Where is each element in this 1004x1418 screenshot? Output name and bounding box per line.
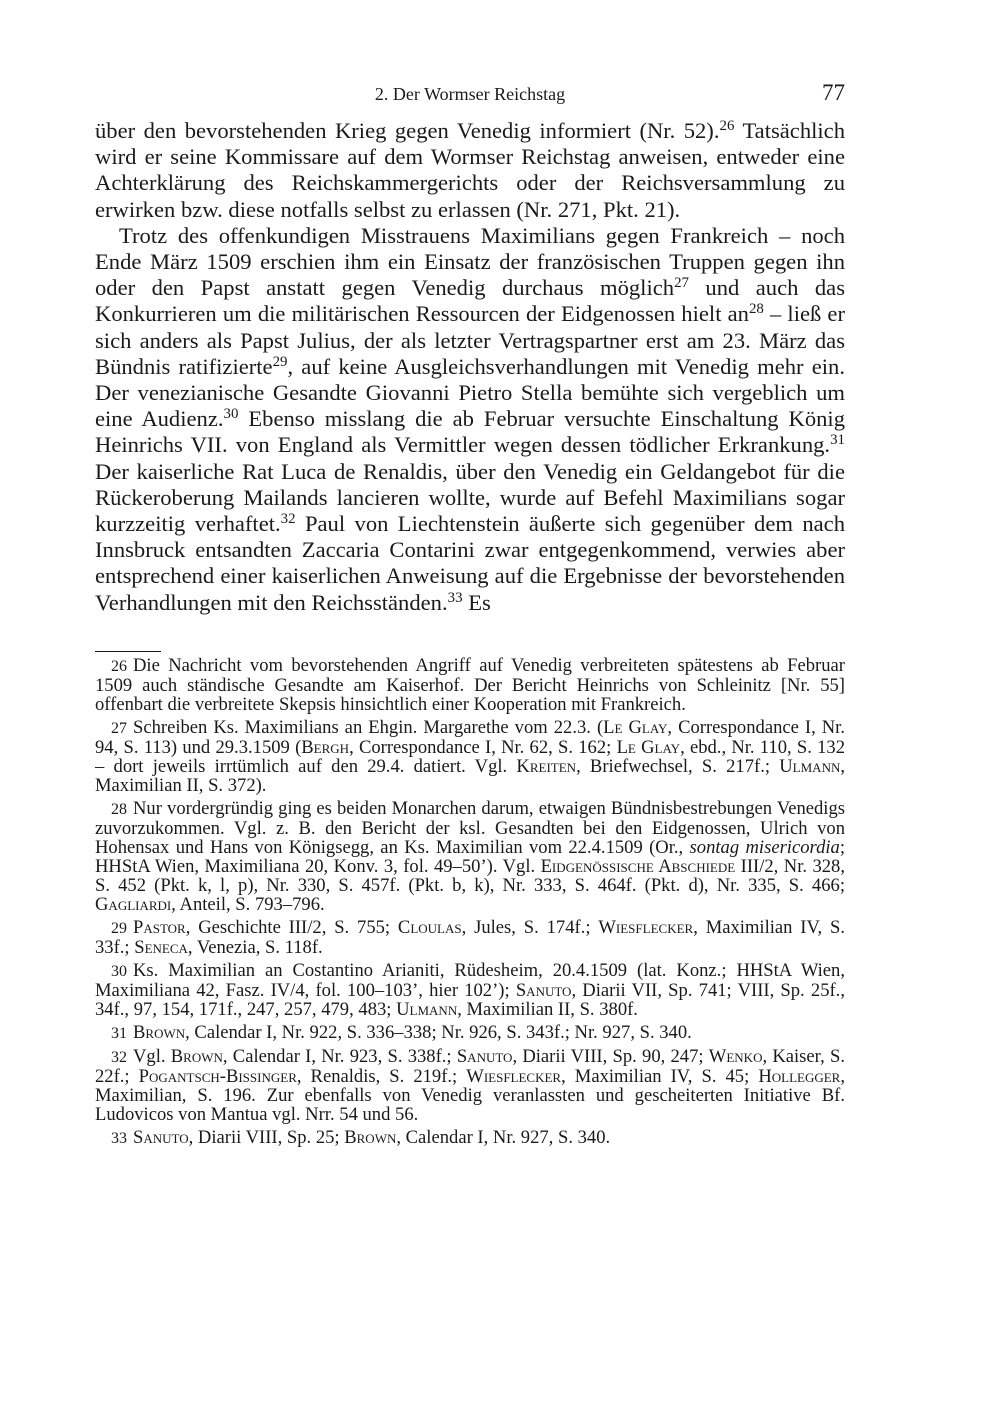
text-run: , auf keine Ausgleichsverhandlungen mit Venedig mehr ein. Der venezianische Gesandte Giovanni Pietro Stella bemühte sich vergeblich um eine Audienz. <box>95 353 846 432</box>
footnote-reference: 29 <box>272 353 288 370</box>
author-name: Wiesflecker <box>598 917 694 938</box>
text-run: Ks. Maximilian an Costantino Arianiti, Rüdesheim, 20.4.1509 (lat. Konz.; HHStA Wien, Maximiliana 42, Fasz. IV/4, fol. 100–103’, hier 102’); <box>95 960 845 1001</box>
footnote-reference: 27 <box>674 275 689 292</box>
footnote <box>95 718 845 795</box>
footnote-reference: 30 <box>223 406 239 423</box>
footnote-number: 29 <box>111 920 127 937</box>
footnote-number: 32 <box>111 1049 127 1066</box>
author-name: Ulmann <box>396 999 458 1020</box>
author-name: Hollegger <box>758 1066 841 1087</box>
text-run: , Calendar I, Nr. 927, S. 340. <box>396 1127 611 1148</box>
body-text <box>95 118 845 616</box>
footnote-divider <box>95 651 161 652</box>
footnote-number: 33 <box>111 1130 127 1147</box>
body-paragraph <box>95 223 845 616</box>
footnote <box>95 799 845 914</box>
text-run: Ebenso misslang die ab Februar versuchte Einschaltung König Heinrichs VII. von England als Vermittler wegen dessen tödlicher Erkrankung. <box>95 406 845 458</box>
author-name: Wenko <box>708 1046 763 1067</box>
text-run: , Diarii VIII, Sp. 25; <box>188 1127 345 1148</box>
text-run: und auch das Konkurrieren um die militärischen Ressourcen der Eidgenossen hielt an <box>95 275 845 327</box>
author-name: Pogantsch-Bissinger <box>138 1066 297 1087</box>
author-name: Wiesflecker <box>466 1066 562 1087</box>
author-name: Brown <box>344 1127 397 1148</box>
footnote-number: 31 <box>111 1025 127 1042</box>
page-number: 77 <box>822 80 845 105</box>
text-run: , Diarii VIII, Sp. 90, 247; <box>512 1046 709 1067</box>
footnote-number: 30 <box>111 963 127 980</box>
text-run: , Correspondance I, Nr. 94, S. 113) und 29.3.1509 ( <box>95 717 845 758</box>
text-run: über den bevorstehenden Krieg gegen Venedig informiert (Nr. 52). <box>95 118 720 143</box>
footnote-reference: 31 <box>830 432 845 449</box>
text-run: , Maximilian, S. 196. Zur ebenfalls von Venedig veranlassten und gescheiterten Initiative Bf. Ludovicos von Mantua vgl. Nrr. 54 und 56. <box>95 1066 845 1125</box>
author-name: Gagliardi <box>95 894 172 915</box>
text-run: III/2, Nr. 328, S. 452 (Pkt. k, l, p), Nr. 330, S. 457f. (Pkt. b, k), Nr. 333, S. 464f. (Pkt. d), Nr. 335, S. 466; <box>95 856 845 896</box>
text-run: , Briefwechsel, S. 217f.; <box>576 756 780 777</box>
text-run: , Kaiser, S. 22f.; <box>95 1046 845 1087</box>
text-run: Nur vordergründig ging es beiden Monarchen darum, etwaigen Bündnisbestrebungen Venedigs zuvorzukommen. Vgl. z. B. den Bericht der ksl. Gesandten bei den Eidgenossen, Ulrich von Hohensax und Hans von Königsegg, an Ks. Maximilian vom 22.4.1509 (Or., <box>95 798 845 858</box>
author-name: Eidgenössische Abschiede <box>540 856 736 877</box>
footnote <box>95 656 845 714</box>
text-run: Die Nachricht vom bevorstehenden Angriff auf Venedig verbreiteten spätestens ab Februar 1509 auch ständische Gesandte am Kaiserhof. Der Bericht Heinrichs von Schleinitz [Nr. 55] offenbart die verbreitete Skepsis hinsichtlich einer Kooperation mit Frankreich. <box>95 655 845 715</box>
text-run: Schreiben Ks. Maximilians an Ehgin. Margarethe vom 22.3. ( <box>133 717 604 738</box>
text-run: Es <box>462 589 491 615</box>
author-name: Sanuto <box>515 980 572 1001</box>
text-run: , Calendar I, Nr. 922, S. 336–338; Nr. 926, S. 343f.; Nr. 927, S. 340. <box>185 1022 692 1043</box>
footnote <box>95 961 845 1019</box>
footnotes <box>95 656 845 1152</box>
author-name: Sanuto <box>456 1046 513 1067</box>
footnote-number: 28 <box>111 801 127 818</box>
text-run: , Geschichte III/2, S. 755; <box>185 917 398 938</box>
text-run: , Renaldis, S. 219f.; <box>296 1066 467 1087</box>
text-run: , Correspondance I, Nr. 62, S. 162; <box>349 737 617 758</box>
text-run: , Jules, S. 174f.; <box>461 917 599 938</box>
author-name: Pastor <box>133 917 186 938</box>
text-run: Paul von Liechtenstein äußerte sich gegenüber dem nach Innsbruck entsandten Zaccaria Contarini zwar entgegenkommend, verwies aber entsprechend einer kaiserlichen Anweisung auf die Ergebnisse der bevorstehenden Verhandlungen mit den Reichsständen. <box>95 511 845 615</box>
text-run: Tatsächlich wird er seine Kommissare auf dem Wormser Reichstag anweisen, entweder eine Achterklärung des Reichskammergerichts oder der Reichsversammlung zu erwirken bzw. diese notfalls selbst zu erlassen (Nr. 271, Pkt. 21). <box>95 118 846 222</box>
text-run: , Venezia, S. 118f. <box>187 937 323 958</box>
footnote <box>95 918 845 957</box>
footnote <box>95 1047 845 1124</box>
footnote <box>95 1023 845 1043</box>
footnote-reference: 32 <box>280 510 296 527</box>
text-run: Vgl. <box>133 1046 171 1067</box>
running-head <box>95 80 845 110</box>
author-name: Brown <box>133 1022 186 1043</box>
running-title: 2. Der Wormser Reichstag <box>374 84 566 104</box>
text-run: , Maximilian II, S. 372). <box>95 756 845 796</box>
author-name: Sanuto <box>133 1127 189 1148</box>
footnote-number: 27 <box>111 720 127 737</box>
text-run: Der kaiserliche Rat Luca de Renaldis, über den Venedig ein Geldangebot für die Rückeroberung Mailands lancieren wollte, wurde auf Befehl Maximilians sogar kurzzeitig verhaftet. <box>95 458 845 537</box>
footnote-number: 26 <box>111 658 127 675</box>
text-run: , Calendar I, Nr. 923, S. 338f.; <box>222 1046 457 1067</box>
footnote-reference: 28 <box>748 301 764 318</box>
footnote <box>95 1128 845 1148</box>
text-run: , Anteil, S. 793–796. <box>171 894 325 915</box>
footnote-reference: 33 <box>447 589 463 606</box>
footnote-reference: 26 <box>719 117 735 134</box>
italic-text: sontag misericordia <box>689 837 840 858</box>
text-run: , Diarii VII, Sp. 741; VIII, Sp. 25f., 34f., 97, 154, 171f., 247, 257, 479, 483; <box>95 980 845 1020</box>
author-name: Ulmann <box>779 756 841 777</box>
author-name: Cloulas <box>397 917 462 938</box>
author-name: Le Glay <box>603 717 668 738</box>
text-run: , ebd., Nr. 110, S. 132 – dort jeweils irrtümlich auf den 29.4. datiert. Vgl. <box>95 737 846 777</box>
text-run: Trotz des offenkundigen Misstrauens Maximilians gegen Frankreich – noch Ende März 1509 erschien ihm ein Einsatz der französischen Truppen gegen ihn oder den Papst anstatt gegen Venedig durchaus möglich <box>95 222 845 301</box>
text-run: , Maximilian IV, S. 33f.; <box>95 917 845 958</box>
body-paragraph <box>95 118 845 223</box>
author-name: Kreiten <box>516 756 577 777</box>
text-run: ; HHStA Wien, Maximiliana 20, Konv. 3, fol. 49–50’). Vgl. <box>95 837 845 877</box>
author-name: Seneca <box>134 937 188 958</box>
text-run: , Maximilian II, S. 380f. <box>457 999 638 1020</box>
text-run: , Maximilian IV, S. 45; <box>561 1066 759 1087</box>
author-name: Bergh <box>301 737 350 758</box>
author-name: Brown <box>170 1046 223 1067</box>
author-name: Le Glay <box>616 737 681 758</box>
text-run: – ließ er sich anders als Papst Julius, der als letzter Vertragspartner erst am 23. März das Bündnis ratifizierte <box>95 301 845 379</box>
